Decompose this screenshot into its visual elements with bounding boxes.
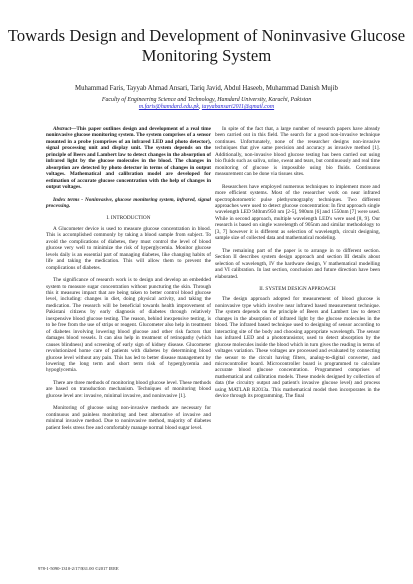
- body-paragraph: In spite of the fact that, a large number of research papers have already been carried out in this field. The search for a good non-invasive technique continues. Unfortunately, none of the researcher designs non-invasive techniques that give same precision and accuracy as invasive method [1]. Additionally, non-invasive blood glucose testing has been carried out using bio fluids such as saliva, urine, sweat and tears, but continuously and real time monitoring of glucose is impossible using bio fluids. Continuous measurement can be done via tissues sites.: [215, 126, 380, 178]
- index-terms-label: Index terms: [53, 196, 80, 203]
- body-paragraph: A Glucometer device is used to measure glucose concentration in blood. This is accomplished commonly by taking a blood sample from subject. To avoid the complications of diabetes, they must control the level of blood glucose very well to minimize the risk of hyperglycemia. Monitor glucose levels daily is an essential part of managing diabetes, like changing habits of life and taking the medication. This will allow them to prevent the complications of diabetes.: [46, 225, 211, 271]
- paper-title: Towards Design and Development of Noninvasive Glucose Monitoring System: [7, 26, 406, 65]
- body-paragraph: The remaining part of the paper is to arrange in to different section. Section II describes system design approach and section III details about selection of wavelength, IV the hardware design, V mathematical modelling and VI calibration. In last section, conclusion and future direction have been elaborated.: [215, 247, 380, 280]
- body-paragraph: Monitoring of glucose using non-invasive methods are necessary for continuous and painless monitoring and best alternative of invasive and minimal invasive method. Due to noninvasive method, majority of diabetes patient feels stress free and comfortably manage normal blood sugar level.: [46, 405, 211, 431]
- copyright-footer: 978-1-5090-1310-2/17/$31.00 ©2017 IEEE: [38, 566, 119, 571]
- author-list: Muhammad Faris, Tayyab Ahmad Ansari, Tariq Javid, Abdul Haseeb, Muhammad Danish Mujib: [75, 85, 338, 92]
- right-column: [215, 126, 380, 406]
- abstract-body: —This paper outlines design and development of a real time noninvasive glucose monitoring system. The system comprises of a sensor mounted in a probe (comprises of an infrared LED and photo detector), signal processing unit and display unit. The system depends on the principle of Beers and Lambert law to detect changes in the absorption of infrared light by the glucose molecules in the blood. The changes in absorption are detected by photo detector in terms of changes in output voltages. Mathematical and calibration model are developed for estimation of accurate glucose concentration with the help of changes in output voltages.: [46, 126, 211, 191]
- affiliation-text: Faculty of Engineering Science and Technology, Hamdard University, Karachi, Pakistan: [101, 97, 312, 103]
- email-line: [0, 104, 413, 111]
- affiliation: [0, 97, 413, 112]
- abstract: [46, 126, 211, 191]
- index-terms: [46, 197, 211, 210]
- email-separator: ,: [198, 104, 202, 111]
- body-paragraph: Researchers have employed numerous techniques to implement more and more efficient systems. Most of the researcher work on near infrared spectrophotometric pulse plethysmography techniques. Two different approaches were used to detect glucose concentration: In first approach single wavelength LED 940nm/950 nm [2-5], 980nm [6] and 1550nm [7] were used. While in second approach, multiple wavelength LED's were used [8, 9]. Our research is based on single wavelength of 905nm and similar methodology to [3, 7] however it is different as selection of wavelength, circuit designing, sample size of collected data and mathematical modeling.: [215, 183, 380, 242]
- section-heading-system-design: II. SYSTEM DESIGN APPROACH: [259, 285, 336, 292]
- body-paragraph: There are three methods of monitoring blood glucose level. These methods are based on transduction mechanism. Techniques of monitoring blood glucose level are: invasive, minimal invasive, and noninvasive [1].: [46, 379, 211, 399]
- body-paragraph: The design approach adopted for measurement of blood glucose is noninvasive type which involve near infrared based measurement technique. The system depends on the principle of Beers and Lambert law to detect changes in the absorption of infrared light by the glucose molecules in the blood. The infrared based technique used to designing of sensor according to interacting site of the body and choosing appropriate wavelength. The sensor has infrared LED and a phototransistor, used to detect absorption by the glucose molecules inside the blood which in turn gives the reading in terms of voltages variation. These voltages are processed and evaluated by connecting the sensor to the circuit having filters, analog-to-digital converter, and microcontroller board. Microcontroller board is programmed to calculate accurate blood glucose concentration. Programmed comprises of mathematical and calibration models. These models designed by collection of data (the circuitry output and patient's invasive glucose level) and process using MATLAB R2013a. This mathematical model then incorporates in the device through its programming. The final: [215, 296, 380, 400]
- email-link-2[interactable]: tayyabansari2011@gmail.com: [201, 104, 275, 111]
- email-link-1[interactable]: m.faris@hamdard.edu.pk: [138, 104, 199, 111]
- index-terms-body: - Noninvasive, glucose monitoring system, infrared, signal processing.: [46, 196, 211, 209]
- body-paragraph: The significance of research work is to design and develop an embedded system to measure sugar concentration without puncturing the skin. Through this it measures impact that are being taken to better control blood glucose level, including: changes in diet, doing physical activity, and taking the medication. The research will be beneficial towards health improvement of Pakistani citizens by early diagnosis of diabetes through relatively inexpensive blood glucose testing. The reason, behind inexpensive testing, is to be free from the use of strips or reagent. Glucometer also help in treatment of diabetes involving lowering blood glucose and other risk factors that damages blood vessels. It can also help in treatment of retinopathy (which causes blindness) and screening of early sign of kidney disease. Glucometer revolutionized home care of patients with diabetes by determining blood glucose level without any pain. This has led to better disease management by lowering the long term and short term risk of hyperglycemia and hypoglycemia.: [46, 277, 211, 374]
- section-heading-introduction: I. INTRODUCTION: [106, 215, 151, 222]
- abstract-label: Abstract: [53, 126, 72, 132]
- left-column: [46, 126, 211, 437]
